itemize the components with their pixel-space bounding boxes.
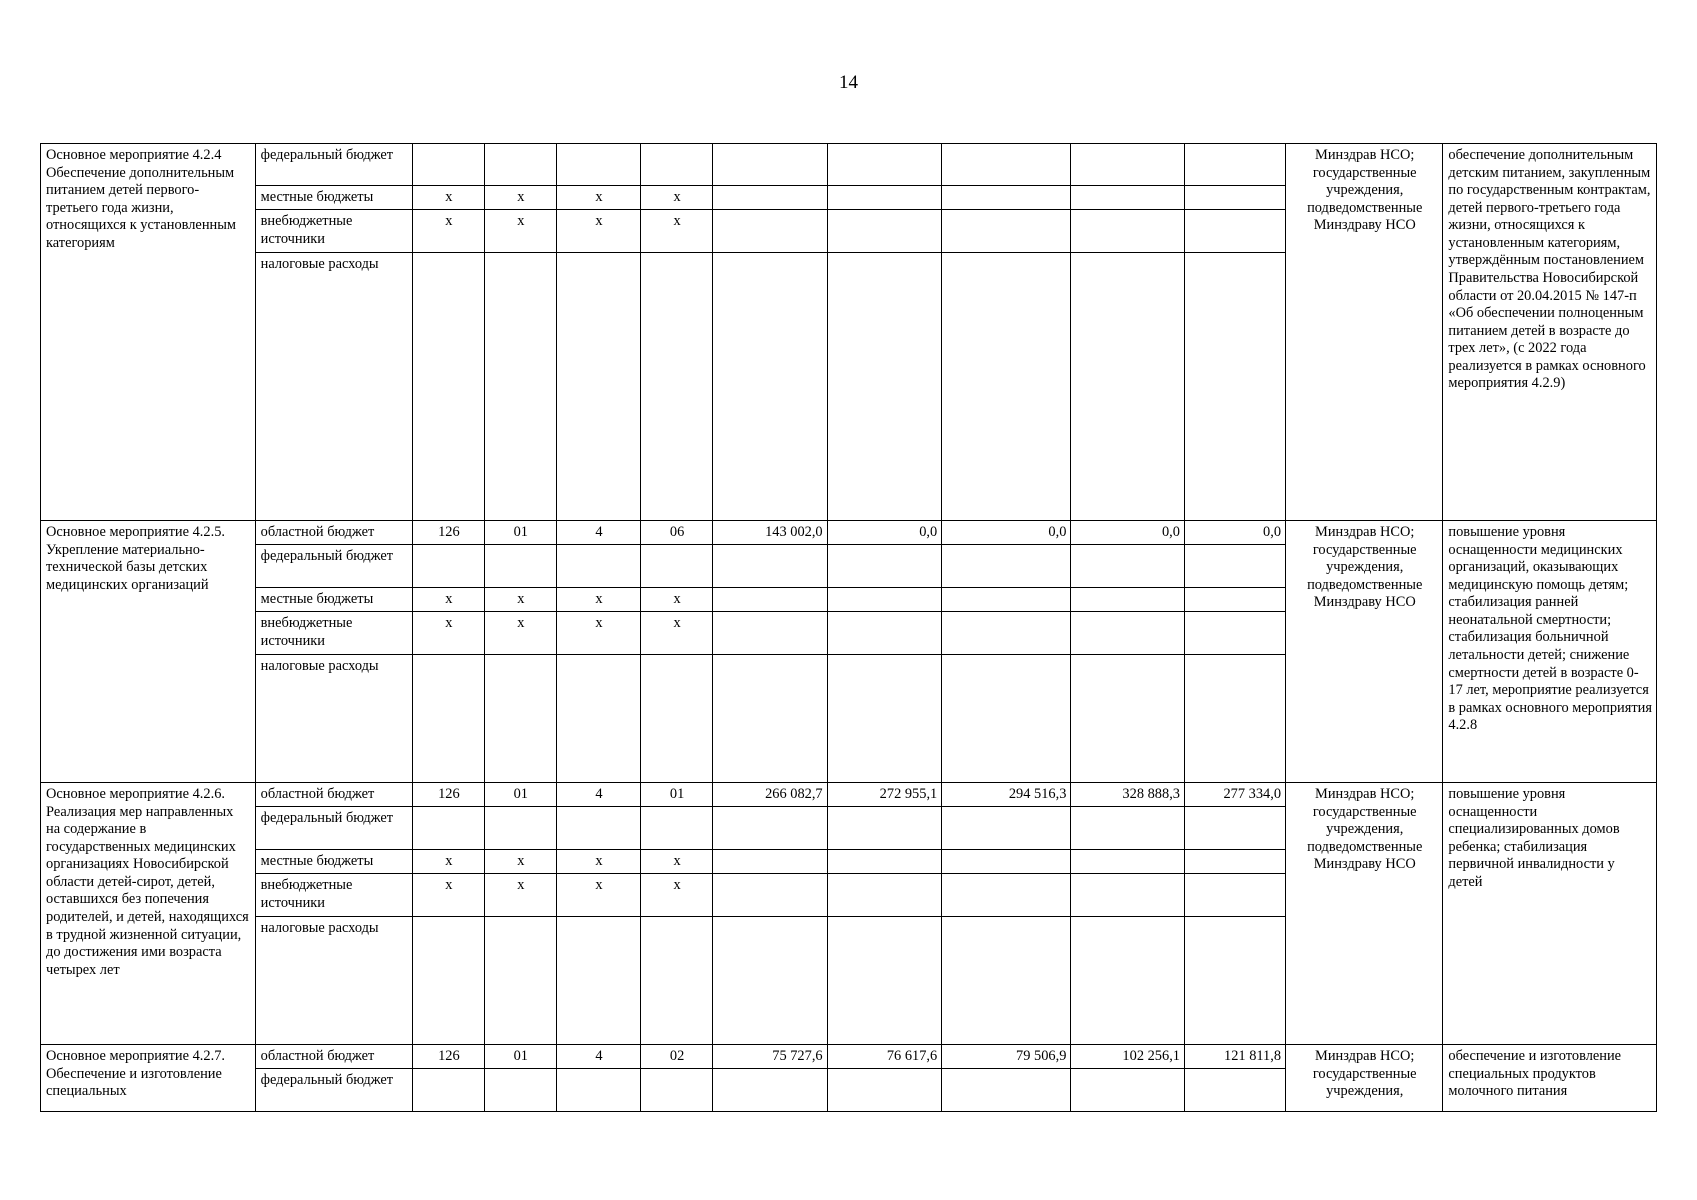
value-year-1: 75 727,6 — [713, 1045, 828, 1069]
x-mark: x — [641, 588, 713, 612]
executor: Минздрав НСО; государственные учреждения, подведомственные Минздраву НСО — [1286, 783, 1443, 1045]
code-om: 01 — [641, 783, 713, 807]
value-year-3: 79 506,9 — [942, 1045, 1071, 1069]
source-local: местные бюджеты — [255, 186, 412, 210]
code-om: 06 — [641, 521, 713, 545]
code-pgp: 4 — [556, 1045, 640, 1069]
table-row — [41, 521, 1657, 545]
x-mark: x — [484, 588, 556, 612]
x-mark: x — [412, 588, 484, 612]
executor: Минздрав НСО; государственные учреждения, — [1286, 1045, 1443, 1112]
value-year-2: 0,0 — [827, 521, 942, 545]
x-mark: x — [484, 186, 556, 210]
code-gp: 01 — [484, 783, 556, 807]
x-mark: x — [641, 850, 713, 874]
table-row — [41, 783, 1657, 807]
activity-name: Основное мероприятие 4.2.7. Обеспечение и изготовление специальных — [41, 1045, 256, 1112]
source-extrabudget: внебюджетные источники — [255, 612, 412, 655]
source-federal: федеральный бюджет — [255, 1069, 412, 1112]
x-mark: x — [484, 612, 556, 655]
activity-name: Основное мероприятие 4.2.5. Укрепление материально-технической базы детских медицинских организаций — [41, 521, 256, 783]
code-pgp: 4 — [556, 783, 640, 807]
x-mark: x — [556, 588, 640, 612]
source-federal: федеральный бюджет — [255, 144, 412, 186]
x-mark: x — [412, 210, 484, 253]
source-regional: областной бюджет — [255, 521, 412, 545]
x-mark: x — [484, 850, 556, 874]
source-extrabudget: внебюджетные источники — [255, 874, 412, 917]
x-mark: x — [412, 874, 484, 917]
source-tax: налоговые расходы — [255, 917, 412, 1045]
source-tax: налоговые расходы — [255, 253, 412, 521]
x-mark: x — [556, 186, 640, 210]
executor: Минздрав НСО; государственные учреждения, подведомственные Минздраву НСО — [1286, 144, 1443, 521]
source-federal: федеральный бюджет — [255, 807, 412, 850]
source-local: местные бюджеты — [255, 588, 412, 612]
page-number: 14 — [839, 72, 858, 93]
code-om: 02 — [641, 1045, 713, 1069]
x-mark: x — [412, 850, 484, 874]
value-year-1: 266 082,7 — [713, 783, 828, 807]
x-mark: x — [641, 612, 713, 655]
x-mark: x — [484, 874, 556, 917]
expected-result: повышение уровня оснащенности специализированных домов ребенка; стабилизация первичной инвалидности у детей — [1443, 783, 1657, 1045]
expected-result: обеспечение дополнительным детским питанием, закупленным по государственным контрактам, детей первого-третьего года жизни, относящихся к установленным категориям, утверждённым постановлением Правительства Новосибирской области от 20.04.2015 № 147-п «Об обеспечении полноценным питанием детей в возрасте до трех лет», (с 2022 года реализуется в рамках основного мероприятия 4.2.9) — [1443, 144, 1657, 521]
value-year-2: 76 617,6 — [827, 1045, 942, 1069]
x-mark: x — [412, 186, 484, 210]
x-mark: x — [556, 612, 640, 655]
x-mark: x — [556, 850, 640, 874]
value-year-5: 121 811,8 — [1184, 1045, 1285, 1069]
value-year-4: 0,0 — [1071, 521, 1185, 545]
value-year-2: 272 955,1 — [827, 783, 942, 807]
executor: Минздрав НСО; государственные учреждения, подведомственные Минздраву НСО — [1286, 521, 1443, 783]
x-mark: x — [412, 612, 484, 655]
code-gp: 01 — [484, 1045, 556, 1069]
source-tax: налоговые расходы — [255, 655, 412, 783]
code-gp: 01 — [484, 521, 556, 545]
table-row — [41, 144, 1657, 186]
source-local: местные бюджеты — [255, 850, 412, 874]
expected-result: повышение уровня оснащенности медицинских организаций, оказывающих медицинскую помощь детям; стабилизация ранней неонатальной смертности; стабилизация больничной летальности детей; снижение смертности детей в возрасте 0-17 лет, мероприятие реализуется в рамках основного мероприятия 4.2.8 — [1443, 521, 1657, 783]
table-row — [41, 1045, 1657, 1069]
source-extrabudget: внебюджетные источники — [255, 210, 412, 253]
value-year-4: 328 888,3 — [1071, 783, 1185, 807]
x-mark: x — [641, 210, 713, 253]
activity-name: Основное мероприятие 4.2.6. Реализация мер направленных на содержание в государственных медицинских организациях Новосибирской области детей-сирот, детей, оставшихся без попечения родителей, и детей, находящихся в трудной жизненной ситуации, до достижения ими возраста четырех лет — [41, 783, 256, 1045]
activity-name: Основное мероприятие 4.2.4 Обеспечение дополнительным питанием детей первого-третьего года жизни, относящихся к установленным категориям — [41, 144, 256, 521]
value-year-3: 0,0 — [942, 521, 1071, 545]
x-mark: x — [641, 186, 713, 210]
value-year-1: 143 002,0 — [713, 521, 828, 545]
expected-result: обеспечение и изготовление специальных продуктов молочного питания — [1443, 1045, 1657, 1112]
value-year-3: 294 516,3 — [942, 783, 1071, 807]
code-grbs: 126 — [412, 783, 484, 807]
code-grbs: 126 — [412, 521, 484, 545]
source-federal: федеральный бюджет — [255, 545, 412, 588]
x-mark: x — [556, 210, 640, 253]
source-regional: областной бюджет — [255, 783, 412, 807]
value-year-5: 0,0 — [1184, 521, 1285, 545]
code-pgp: 4 — [556, 521, 640, 545]
x-mark: x — [556, 874, 640, 917]
value-year-4: 102 256,1 — [1071, 1045, 1185, 1069]
x-mark: x — [484, 210, 556, 253]
x-mark: x — [641, 874, 713, 917]
program-activities-table — [40, 143, 1657, 1112]
code-grbs: 126 — [412, 1045, 484, 1069]
value-year-5: 277 334,0 — [1184, 783, 1285, 807]
source-regional: областной бюджет — [255, 1045, 412, 1069]
